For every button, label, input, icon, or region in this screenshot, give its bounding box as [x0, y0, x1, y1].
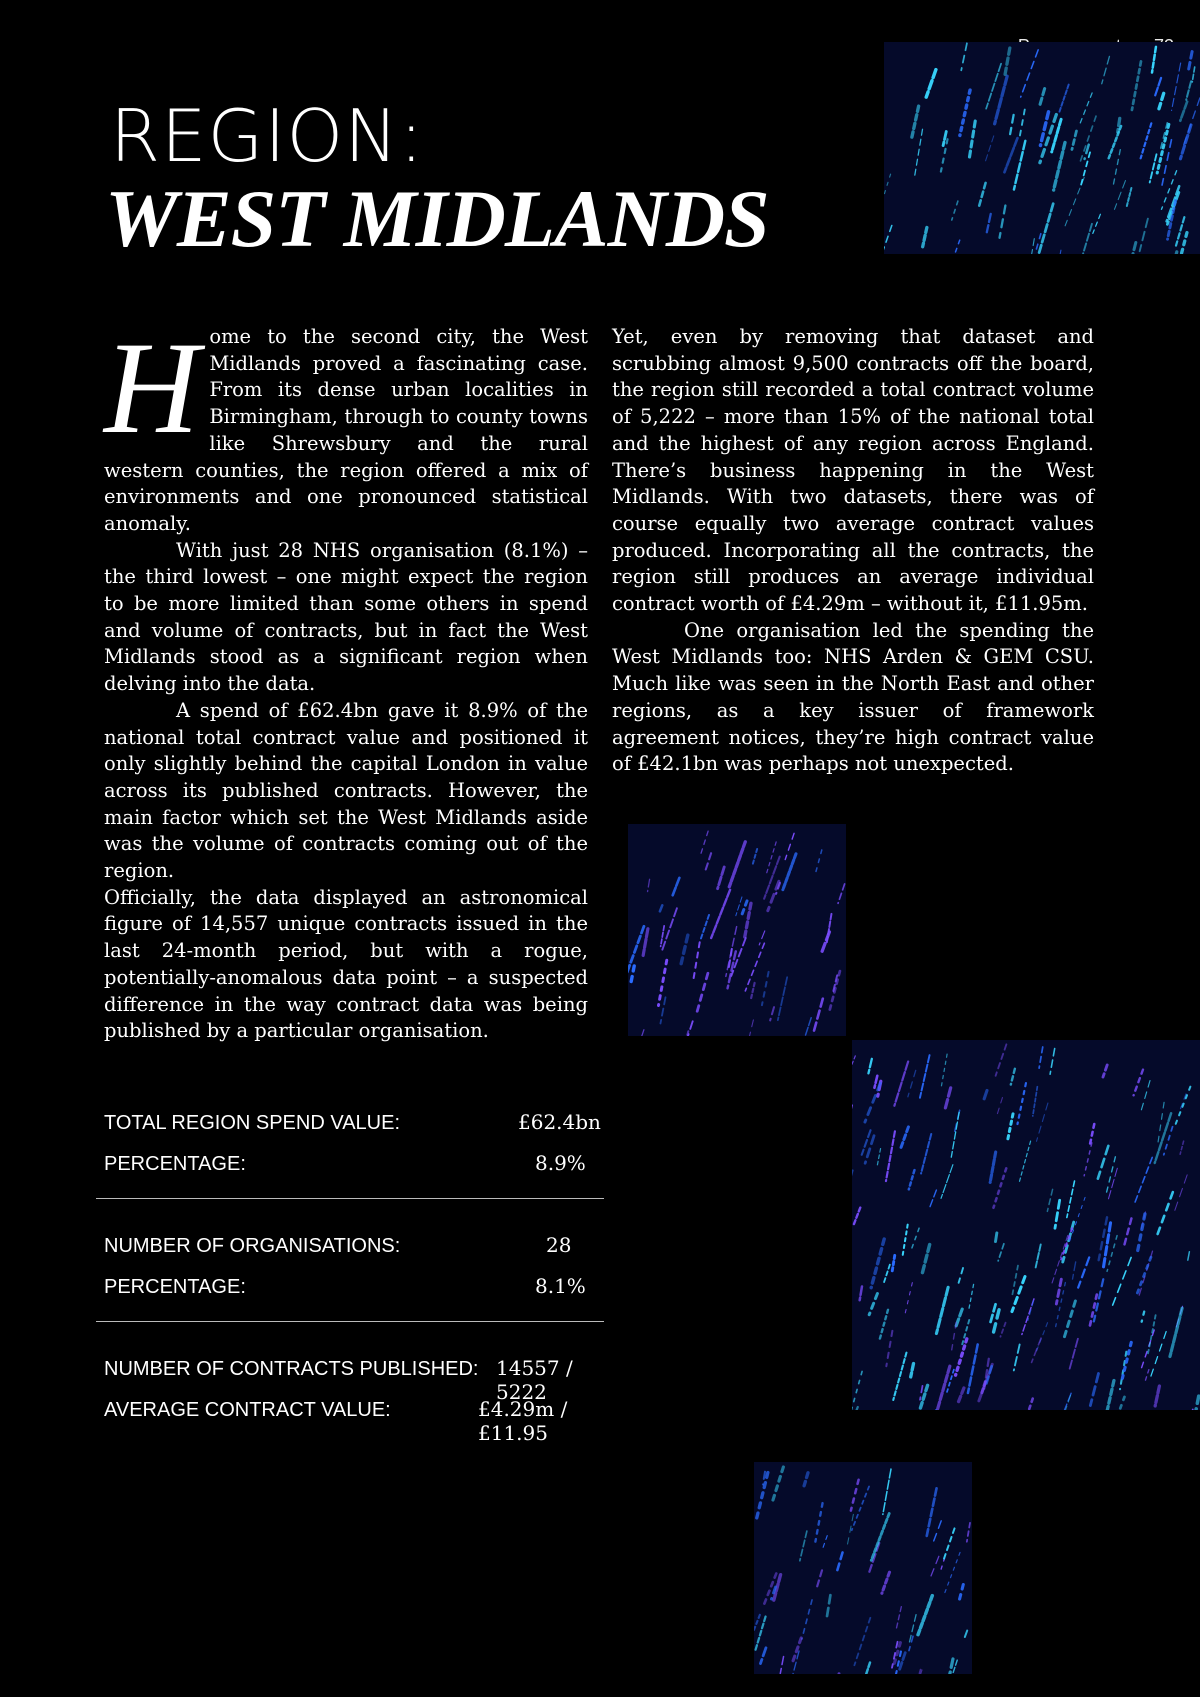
stat-row-organisations — [96, 1231, 604, 1272]
stat-row-average-value — [96, 1395, 604, 1445]
body-column-right — [612, 324, 1094, 778]
stat-value: 8.1% — [535, 1274, 586, 1298]
title-region-label: REGION: — [110, 94, 425, 178]
stats-divider — [96, 1198, 604, 1199]
body-paragraph-4: Officially, the data displayed an astronomical figure of 14,557 unique contracts issued in the last 24-month period, but with a rogue, potentially-anomalous data point – a suspected difference in the way contract data was being published by a particular organisation. — [104, 885, 588, 1043]
stat-row-spend — [96, 1108, 604, 1149]
light-streak-image-bottom — [754, 1462, 972, 1674]
stat-value: 28 — [546, 1233, 572, 1257]
stat-label: PERCENTAGE: — [104, 1276, 246, 1298]
stat-value: 8.9% — [535, 1151, 586, 1175]
body-column-left — [104, 314, 588, 1045]
body-paragraph-2: With just 28 NHS organisation (8.1%) – the third lowest – one might expect the region to be more limited than some others in spend and volume of contracts, but in fact the West Midlands stood as a significant region when delving into the data. — [104, 538, 588, 696]
stat-label: NUMBER OF CONTRACTS PUBLISHED: — [104, 1358, 479, 1380]
body-paragraph-3: A spend of £62.4bn gave it 8.9% of the national total contract value and positioned it only slightly behind the capital London in value across its published contracts. However, the main factor which set the West Midlands aside was the volume of contracts coming out of the region. — [104, 698, 588, 883]
stat-value: £62.4bn — [518, 1110, 601, 1134]
drop-cap: H — [104, 314, 200, 461]
stat-row-organisations-percentage — [96, 1272, 604, 1313]
light-streak-image-right — [852, 1040, 1200, 1410]
stat-value: 14557 / 5222 — [496, 1356, 573, 1404]
stat-value: £4.29m / £11.95 — [478, 1397, 568, 1445]
light-streak-image-middle — [628, 824, 846, 1036]
stat-label: AVERAGE CONTRACT VALUE: — [104, 1399, 391, 1421]
stats-divider — [96, 1321, 604, 1322]
body-paragraph-1: Home to the second city, the West Midlands proved a fascinating case. From its dense urban localities in Birmingham, through to county towns like Shrewsbury and the rural western counties, the region offered a mix of environments and one pronounced statistical anomaly. — [104, 314, 588, 535]
light-streak-image-top — [884, 42, 1200, 254]
body-paragraph-6: One organisation led the spending the West Midlands too: NHS Arden & GEM CSU. Much like was seen in the North East and other regions, as a key issuer of framework agreement notices, they’re high contract value of £42.1bn was perhaps not unexpected. — [612, 618, 1094, 776]
stat-label: NUMBER OF ORGANISATIONS: — [104, 1235, 401, 1257]
title-region-name: WEST MIDLANDS — [105, 173, 769, 264]
stat-label: PERCENTAGE: — [104, 1153, 246, 1175]
body-paragraph-5: Yet, even by removing that dataset and scrubbing almost 9,500 contracts off the board, the region still recorded a total contract volume of 5,222 – more than 15% of the national total and the highest of any region across England. There’s business happening in the West Midlands. With two datasets, there was of course equally two average contract values produced. Incorporating all the contracts, the region still produces an average individual contract worth of £4.29m – without it, £11.95m. — [612, 325, 1094, 616]
stat-row-spend-percentage — [96, 1149, 604, 1190]
stat-row-contracts — [96, 1354, 604, 1404]
stats-table — [96, 1108, 604, 1445]
stat-label: TOTAL REGION SPEND VALUE: — [104, 1112, 400, 1134]
